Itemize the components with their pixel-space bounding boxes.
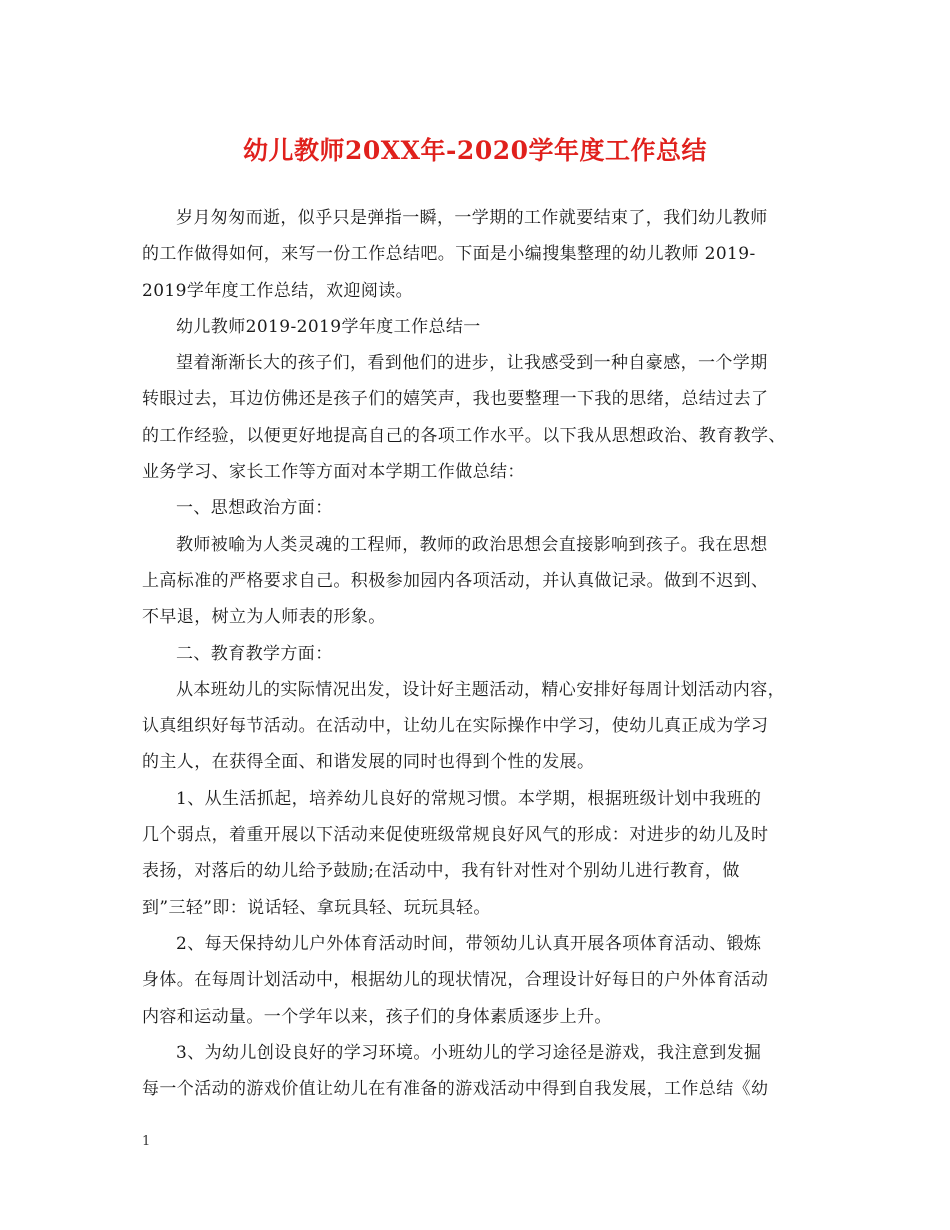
text-line: 2、每天保持幼儿户外体育活动时间，带领幼儿认真开展各项体育活动、锻炼	[176, 933, 762, 954]
text-line: 二、教育教学方面：	[176, 643, 333, 664]
text-line: 岁月匆匆而逝，似乎只是弹指一瞬，一学期的工作就要结束了，我们幼儿教师	[176, 208, 768, 228]
text-line: 的主人，在获得全面、和谐发展的同时也得到个性的发展。	[142, 752, 595, 773]
text-line: 的工作经验，以便更好地提高自己的各项工作水平。以下我从思想政治、教育教学、	[142, 425, 786, 446]
text-line: 一、思想政治方面：	[176, 498, 333, 519]
text-line: 教师被喻为人类灵魂的工程师，教师的政治思想会直接影响到孩子。我在思想	[176, 534, 768, 555]
text-line: 业务学习、家长工作等方面对本学期工作做总结：	[142, 462, 525, 483]
text-line: 从本班幼儿的实际情况出发，设计好主题活动，精心安排好每周计划活动内容，	[176, 679, 785, 700]
text-line: 3、为幼儿创设良好的学习环境。小班幼儿的学习途径是游戏，我注意到发掘	[176, 1042, 762, 1063]
page-number: 1	[142, 1134, 151, 1149]
text-line: 表扬，对落后的幼儿给予鼓励;在活动中，我有针对性对个别幼儿进行教育，做	[142, 861, 740, 882]
text-line: 上高标准的严格要求自己。积极参加园内各项活动，并认真做记录。做到不迟到、	[142, 570, 769, 591]
text-line: 望着渐渐长大的孩子们，看到他们的进步，让我感受到一种自豪感，一个学期	[176, 353, 768, 374]
text-line: 认真组织好每节活动。在活动中，让幼儿在实际操作中学习，使幼儿真正成为学习	[142, 716, 769, 737]
text-line: 到”三轻”即：说话轻、拿玩具轻、玩玩具轻。	[142, 897, 491, 918]
text-line: 不早退，树立为人师表的形象。	[142, 607, 386, 628]
page-title: 幼儿教师20XX年-2020学年度工作总结	[242, 136, 708, 165]
text-line: 几个弱点，着重开展以下活动来促使班级常规良好风气的形成：对进步的幼儿及时	[142, 825, 769, 846]
text-line: 1、从生活抓起，培养幼儿良好的常规习惯。本学期，根据班级计划中我班的	[176, 788, 762, 809]
text-line: 内容和运动量。一个学年以来，孩子们的身体素质逐步上升。	[142, 1006, 612, 1027]
text-line: 的工作做得如何，来写一份工作总结吧。下面是小编搜集整理的幼儿教师 2019-	[142, 244, 756, 265]
text-line: 身体。在每周计划活动中，根据幼儿的现状情况，合理设计好每日的户外体育活动	[142, 970, 769, 991]
text-line: 幼儿教师2019-2019学年度工作总结一	[176, 316, 481, 337]
body-text	[142, 200, 814, 1107]
text-line: 2019学年度工作总结，欢迎阅读。	[142, 280, 414, 301]
text-line: 每一个活动的游戏价值让幼儿在有准备的游戏活动中得到自我发展，工作总结《幼	[142, 1079, 769, 1100]
text-line: 转眼过去，耳边仿佛还是孩子们的嬉笑声，我也要整理一下我的思绪，总结过去了	[142, 389, 769, 410]
